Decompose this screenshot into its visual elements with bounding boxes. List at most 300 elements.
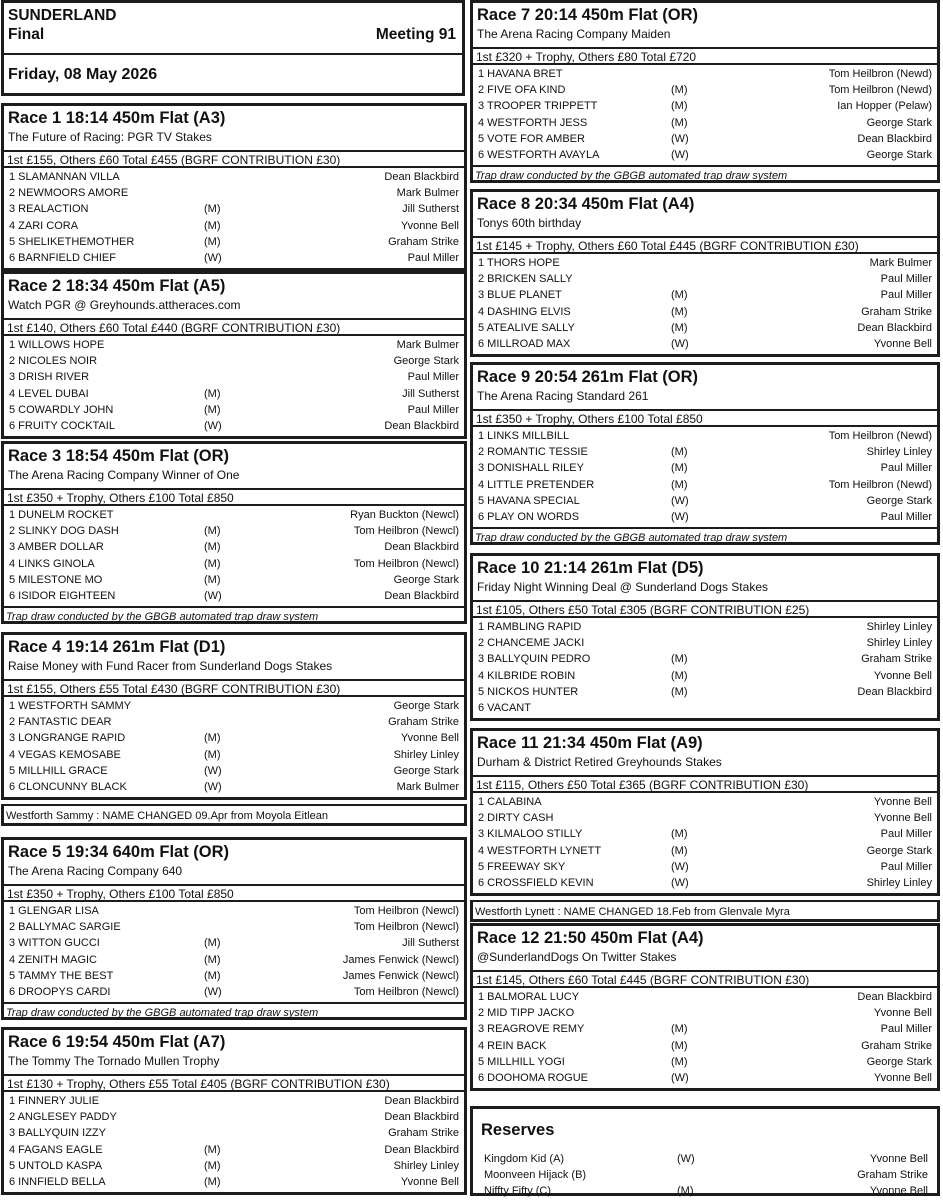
runner-name: 5 TAMMY THE BEST (9, 969, 114, 982)
race-prize: 1st £140, Others £60 Total £440 (BGRF CONTRIBUTION £30) (1, 318, 467, 336)
runner-trainer: Yvonne Bell (873, 337, 932, 350)
runner-row (4, 919, 464, 935)
runner-name: 6 CLONCUNNY BLACK (9, 780, 127, 793)
runner-sex: (M) (671, 1023, 688, 1036)
runner-trainer: Shirley Linley (393, 748, 459, 761)
runner-row (4, 952, 464, 968)
runners-list (1, 168, 467, 271)
runner-trainer: Paul Miller (407, 371, 459, 384)
runner-trainer: George Stark (393, 573, 459, 586)
runner-sex: (W) (671, 1071, 689, 1084)
runner-sex: (W) (671, 876, 689, 889)
runner-row (473, 794, 937, 810)
race-card (470, 923, 940, 1091)
runner-sex: (M) (671, 446, 688, 459)
runner-row (473, 131, 937, 147)
runner-trainer: Tom Heilbron (Newcl) (353, 921, 459, 934)
race-name: The Future of Racing: PGR TV Stakes (8, 130, 212, 144)
runner-trainer: Paul Miller (880, 462, 932, 475)
runner-name: 3 DONISHALL RILEY (478, 462, 584, 475)
runner-trainer: Dean Blackbird (384, 171, 459, 183)
runner-row (473, 82, 937, 98)
runners-list (470, 988, 940, 1091)
race-name: Friday Night Winning Deal @ Sunderland Dogs Stakes (477, 580, 768, 594)
runner-name: 2 FIVE OFA KIND (478, 84, 566, 97)
runner-sex: (W) (671, 860, 689, 873)
runner-name: 4 WESTFORTH JESS (478, 116, 588, 129)
runner-name: 6 PLAY ON WORDS (478, 510, 580, 523)
runner-trainer: Tom Heilbron (Newd) (828, 84, 932, 97)
runner-sex: (M) (671, 116, 688, 129)
runner-trainer: Ryan Buckton (Newcl) (350, 509, 459, 521)
runner-trainer: Mark Bulmer (396, 780, 459, 793)
race-title-box (470, 189, 940, 236)
race-title: Race 5 19:34 640m Flat (OR) (8, 843, 230, 861)
runner-trainer: Dean Blackbird (384, 541, 459, 554)
runner-row (473, 255, 937, 271)
race-name: Durham & District Retired Greyhounds Stakes (477, 755, 722, 769)
reserve-name: Niffty Fifty (C) (484, 1185, 552, 1198)
track-name: SUNDERLAND (8, 7, 117, 24)
runner-row (4, 556, 464, 572)
runner-trainer: Shirley Linley (393, 1159, 459, 1172)
runner-sex: (M) (204, 203, 221, 216)
runner-trainer: Tom Heilbron (Newd) (828, 430, 932, 442)
runner-row (473, 477, 937, 493)
runner-sex: (M) (671, 100, 688, 113)
reserve-sex: (W) (677, 1153, 695, 1165)
runner-row (4, 698, 464, 714)
runner-trainer: Shirley Linley (866, 446, 932, 459)
runner-row (473, 810, 937, 826)
runner-row (4, 250, 464, 266)
runner-name: 4 LINKS GINOLA (9, 557, 95, 570)
runner-row (4, 507, 464, 523)
runner-trainer: Yvonne Bell (400, 219, 459, 232)
runner-row (4, 369, 464, 385)
runner-row (473, 875, 937, 891)
runner-name: 3 DRISH RIVER (9, 371, 90, 384)
runners-list (1, 336, 467, 439)
reserve-sex: (M) (677, 1185, 694, 1198)
runner-trainer: Paul Miller (407, 403, 459, 416)
runner-trainer: Paul Miller (880, 510, 932, 523)
race-card (470, 728, 940, 922)
race-title: Race 10 21:14 261m Flat (D5) (477, 559, 704, 577)
runner-name: 2 SLINKY DOG DASH (9, 525, 119, 538)
runner-name: 1 LINKS MILLBILL (478, 430, 570, 442)
name-change-note: Westforth Sammy : NAME CHANGED 09.Apr from Moyola Eitlean (1, 804, 467, 826)
runner-row (473, 304, 937, 320)
runner-row (473, 1070, 937, 1086)
runner-name: 6 BARNFIELD CHIEF (9, 251, 116, 264)
race-name: @SunderlandDogs On Twitter Stakes (477, 950, 677, 964)
runner-trainer: Paul Miller (407, 251, 459, 264)
runner-trainer: James Fenwick (Newcl) (342, 953, 459, 966)
race-title: Race 8 20:34 450m Flat (A4) (477, 195, 695, 213)
runner-row (473, 509, 937, 525)
race-title: Race 2 18:34 450m Flat (A5) (8, 277, 226, 295)
runner-trainer: Tom Heilbron (Newcl) (353, 557, 459, 570)
race-title: Race 3 18:54 450m Flat (OR) (8, 447, 230, 465)
runner-row (473, 320, 937, 336)
runner-row (4, 402, 464, 418)
runner-row (4, 730, 464, 746)
runner-row (4, 1174, 464, 1190)
runner-row (4, 779, 464, 795)
race-name: The Tommy The Tornado Mullen Trophy (8, 1054, 220, 1068)
reserves-title: Reserves (481, 1121, 555, 1139)
runner-row (473, 700, 937, 716)
runner-sex: (M) (671, 1039, 688, 1052)
runner-row (4, 714, 464, 730)
runner-row (4, 903, 464, 919)
race-name: Watch PGR @ Greyhounds.attheraces.com (8, 298, 241, 312)
runner-sex: (M) (671, 478, 688, 491)
runner-name: 1 GLENGAR LISA (9, 905, 99, 917)
meeting-date: Friday, 08 May 2026 (8, 66, 158, 83)
runner-row (473, 493, 937, 509)
runner-row (473, 287, 937, 303)
runners-list (1, 902, 467, 1002)
reserve-row (479, 1151, 933, 1167)
runner-row (473, 1054, 937, 1070)
reserve-row (479, 1167, 933, 1183)
runner-row (473, 989, 937, 1005)
runner-name: 4 REIN BACK (478, 1039, 547, 1052)
runner-name: 3 BALLYQUIN IZZY (9, 1127, 106, 1140)
runner-name: 6 FRUITY COCKTAIL (9, 419, 115, 432)
runner-name: 5 HAVANA SPECIAL (478, 494, 580, 507)
runner-row (473, 336, 937, 352)
runner-trainer: Shirley Linley (866, 621, 932, 633)
reserve-name: Moonveen Hijack (B) (484, 1169, 587, 1182)
runner-sex: (M) (204, 937, 221, 950)
runner-row (4, 218, 464, 234)
runner-name: 6 INNFIELD BELLA (9, 1175, 106, 1188)
runner-sex: (M) (671, 84, 688, 97)
trap-draw-note: Trap draw conducted by the GBGB automated trap draw system (470, 165, 940, 183)
runner-row (473, 619, 937, 635)
runner-row (4, 234, 464, 250)
race-prize: 1st £320 + Trophy, Others £80 Total £720 (470, 47, 940, 65)
runner-name: 1 BALMORAL LUCY (478, 991, 580, 1003)
runner-name: 4 LEVEL DUBAI (9, 387, 89, 400)
runner-name: 2 NEWMOORS AMORE (9, 187, 129, 200)
runner-trainer: Shirley Linley (866, 876, 932, 889)
runner-sex: (W) (671, 148, 689, 161)
runner-name: 3 KILMALOO STILLY (478, 828, 583, 841)
runner-trainer: Yvonne Bell (873, 812, 932, 825)
runner-row (473, 684, 937, 700)
race-prize: 1st £350 + Trophy, Others £100 Total £850 (470, 409, 940, 427)
runner-sex: (M) (671, 462, 688, 475)
runner-name: 3 LONGRANGE RAPID (9, 732, 126, 745)
runner-sex: (M) (671, 669, 688, 682)
runner-row (473, 271, 937, 287)
runners-list (470, 254, 940, 357)
runner-trainer: Dean Blackbird (857, 321, 932, 334)
runner-row (473, 98, 937, 114)
reserves-list (479, 1151, 933, 1200)
runner-sex: (M) (204, 235, 221, 248)
runner-trainer: Paul Miller (880, 828, 932, 841)
runner-sex: (W) (671, 132, 689, 145)
race-prize: 1st £350 + Trophy, Others £100 Total £850 (1, 884, 467, 902)
runner-name: 4 KILBRIDE ROBIN (478, 669, 576, 682)
runner-name: 2 DIRTY CASH (478, 812, 554, 825)
runner-row (473, 635, 937, 651)
race-card (1, 837, 467, 1020)
runner-trainer: Yvonne Bell (873, 1071, 932, 1084)
runner-row (473, 859, 937, 875)
runner-sex: (M) (671, 653, 688, 666)
race-title: Race 11 21:34 450m Flat (A9) (477, 734, 703, 752)
runner-trainer: James Fenwick (Newcl) (342, 969, 459, 982)
runner-sex: (M) (671, 685, 688, 698)
runner-name: 1 DUNELM ROCKET (9, 509, 114, 521)
race-title-box (470, 362, 940, 409)
runner-name: 5 MILLHILL GRACE (9, 764, 108, 777)
runner-row (4, 1109, 464, 1125)
race-name: The Arena Racing Standard 261 (477, 389, 649, 403)
runner-trainer: Yvonne Bell (400, 1175, 459, 1188)
runner-sex: (W) (671, 337, 689, 350)
runner-trainer: Dean Blackbird (384, 419, 459, 432)
runner-sex: (M) (204, 953, 221, 966)
runner-row (473, 1038, 937, 1054)
runner-trainer: Paul Miller (880, 289, 932, 302)
race-title: Race 6 19:54 450m Flat (A7) (8, 1033, 226, 1051)
runner-trainer: Jill Sutherst (402, 937, 459, 950)
race-title: Race 9 20:54 261m Flat (OR) (477, 368, 699, 386)
runner-trainer: Paul Miller (880, 860, 932, 873)
runner-name: 3 REALACTION (9, 203, 89, 216)
race-prize: 1st £145, Others £60 Total £445 (BGRF CONTRIBUTION £30) (470, 970, 940, 988)
runners-list (1, 506, 467, 606)
runner-sex: (W) (671, 494, 689, 507)
runner-row (4, 523, 464, 539)
runner-trainer: Dean Blackbird (857, 685, 932, 698)
runner-name: 3 BALLYQUIN PEDRO (478, 653, 591, 666)
runner-trainer: George Stark (866, 116, 932, 129)
runner-trainer: Tom Heilbron (Newcl) (353, 985, 459, 998)
runner-name: 3 REAGROVE REMY (478, 1023, 585, 1036)
runner-row (4, 968, 464, 984)
runner-row (4, 185, 464, 201)
runner-sex: (W) (204, 780, 222, 793)
runner-trainer: Yvonne Bell (873, 796, 932, 808)
runner-name: 5 FREEWAY SKY (478, 860, 566, 873)
race-card (1, 1027, 467, 1195)
runner-trainer: Tom Heilbron (Newcl) (353, 525, 459, 538)
runner-trainer: Graham Strike (388, 716, 459, 729)
runner-row (4, 386, 464, 402)
race-title-box (1, 837, 467, 884)
runner-row (473, 428, 937, 444)
runner-trainer: Mark Bulmer (869, 257, 932, 269)
race-title-box (1, 103, 467, 150)
runner-name: 2 ANGLESEY PADDY (9, 1111, 117, 1124)
runner-name: 6 DOOHOMA ROGUE (478, 1071, 589, 1084)
race-card (1, 632, 467, 826)
runner-sex: (W) (204, 985, 222, 998)
race-title-box (470, 0, 940, 47)
runner-name: 6 MILLROAD MAX (478, 337, 571, 350)
runner-name: 2 ROMANTIC TESSIE (478, 446, 588, 459)
runner-sex: (M) (671, 289, 688, 302)
runner-trainer: Ian Hopper (Pelaw) (837, 100, 932, 113)
race-title: Race 4 19:14 261m Flat (D1) (8, 638, 226, 656)
runner-name: 3 AMBER DOLLAR (9, 541, 104, 554)
runner-name: 1 RAMBLING RAPID (478, 621, 582, 633)
runner-row (4, 588, 464, 604)
runner-row (473, 668, 937, 684)
runner-name: 6 ISIDOR EIGHTEEN (9, 589, 116, 602)
race-title-box (470, 728, 940, 775)
runner-name: 6 VACANT (478, 701, 531, 714)
runner-sex: (M) (204, 387, 221, 400)
meeting-header (1, 0, 465, 96)
runner-row (4, 984, 464, 1000)
runner-row (473, 460, 937, 476)
runner-trainer: George Stark (866, 148, 932, 161)
runner-name: 1 THORS HOPE (478, 257, 560, 269)
runner-name: 2 BALLYMAC SARGIE (9, 921, 121, 934)
runner-row (473, 115, 937, 131)
runner-trainer: Tom Heilbron (Newd) (828, 478, 932, 491)
runner-trainer: Graham Strike (861, 1039, 932, 1052)
runner-name: 1 CALABINA (478, 796, 542, 808)
runners-list (1, 1092, 467, 1195)
runner-trainer: Tom Heilbron (Newd) (828, 68, 932, 80)
runner-trainer: George Stark (866, 844, 932, 857)
runner-sex: (W) (204, 589, 222, 602)
runner-name: 2 BRICKEN SALLY (478, 273, 573, 286)
runner-name: 4 FAGANS EAGLE (9, 1143, 103, 1156)
runners-list (470, 793, 940, 896)
runner-sex: (M) (204, 1143, 221, 1156)
runner-trainer: Graham Strike (861, 653, 932, 666)
reserve-row (479, 1183, 933, 1199)
race-prize: 1st £155, Others £60 Total £455 (BGRF CONTRIBUTION £30) (1, 150, 467, 168)
race-title: Race 12 21:50 450m Flat (A4) (477, 929, 704, 947)
runner-name: 5 VOTE FOR AMBER (478, 132, 585, 145)
header-divider (4, 53, 462, 55)
runner-sex: (M) (204, 219, 221, 232)
runner-trainer: Jill Sutherst (402, 203, 459, 216)
race-card (470, 0, 940, 183)
runner-name: 1 WESTFORTH SAMMY (9, 700, 132, 712)
runner-row (4, 201, 464, 217)
runner-trainer: Paul Miller (880, 1023, 932, 1036)
race-card (1, 441, 467, 624)
runner-sex: (M) (204, 1159, 221, 1172)
runner-trainer: Yvonne Bell (400, 732, 459, 745)
runner-row (4, 1093, 464, 1109)
reserves-box (470, 1106, 940, 1196)
race-title-box (470, 553, 940, 600)
runner-row (4, 1158, 464, 1174)
runner-row (4, 763, 464, 779)
runner-sex: (M) (671, 1055, 688, 1068)
runner-trainer: Dean Blackbird (384, 1143, 459, 1156)
runner-trainer: Yvonne Bell (873, 1007, 932, 1020)
runner-row (4, 169, 464, 185)
runner-row (473, 651, 937, 667)
race-title-box (1, 271, 467, 318)
runner-row (4, 1142, 464, 1158)
runner-name: 6 WESTFORTH AVAYLA (478, 148, 600, 161)
runner-sex: (M) (204, 525, 221, 538)
runner-trainer: Jill Sutherst (402, 387, 459, 400)
race-prize: 1st £105, Others £50 Total £305 (BGRF CONTRIBUTION £25) (470, 600, 940, 618)
race-card (470, 362, 940, 545)
runner-trainer: George Stark (866, 1055, 932, 1068)
runner-row (4, 337, 464, 353)
runner-name: 1 HAVANA BRET (478, 68, 563, 80)
race-card (470, 189, 940, 357)
runner-sex: (M) (204, 732, 221, 745)
runner-sex: (M) (204, 1175, 221, 1188)
runner-trainer: Mark Bulmer (396, 187, 459, 200)
runners-list (470, 618, 940, 721)
runner-name: 4 LITTLE PRETENDER (478, 478, 595, 491)
runner-name: 4 ZENITH MAGIC (9, 953, 98, 966)
runners-list (1, 697, 467, 800)
race-title-box (1, 441, 467, 488)
race-title-box (1, 1027, 467, 1074)
runners-list (470, 65, 940, 165)
runner-name: 5 MILLHILL YOGI (478, 1055, 565, 1068)
runner-name: 5 COWARDLY JOHN (9, 403, 114, 416)
trap-draw-note: Trap draw conducted by the GBGB automated trap draw system (1, 1002, 467, 1020)
race-prize: 1st £155, Others £55 Total £430 (BGRF CONTRIBUTION £30) (1, 679, 467, 697)
race-title-box (1, 632, 467, 679)
runner-row (4, 747, 464, 763)
runner-sex: (M) (671, 321, 688, 334)
race-name: Raise Money with Fund Racer from Sunderland Dogs Stakes (8, 659, 333, 673)
runner-trainer: Graham Strike (861, 305, 932, 318)
runner-trainer: George Stark (866, 494, 932, 507)
runner-trainer: Tom Heilbron (Newcl) (353, 905, 459, 917)
runner-trainer: Dean Blackbird (384, 1111, 459, 1124)
runner-name: 1 FINNERY JULIE (9, 1095, 100, 1107)
runner-name: 5 SHELIKETHEMOTHER (9, 235, 135, 248)
race-title-box (470, 923, 940, 970)
runner-trainer: Yvonne Bell (873, 669, 932, 682)
runner-trainer: Mark Bulmer (396, 339, 459, 351)
runner-row (473, 444, 937, 460)
runner-name: 4 VEGAS KEMOSABE (9, 748, 121, 761)
runner-sex: (W) (204, 251, 222, 264)
race-name: Tonys 60th birthday (477, 216, 582, 230)
runner-sex: (M) (204, 969, 221, 982)
runner-trainer: Paul Miller (880, 273, 932, 286)
runner-name: 5 ATEALIVE SALLY (478, 321, 575, 334)
runner-sex: (M) (671, 305, 688, 318)
runner-trainer: Graham Strike (388, 235, 459, 248)
runner-trainer: Dean Blackbird (857, 991, 932, 1003)
runner-name: 5 UNTOLD KASPA (9, 1159, 103, 1172)
runner-name: 2 MID TIPP JACKO (478, 1007, 575, 1020)
runner-row (4, 353, 464, 369)
race-name: The Arena Racing Company Maiden (477, 27, 671, 41)
runner-name: 4 WESTFORTH LYNETT (478, 844, 602, 857)
race-prize: 1st £350 + Trophy, Others £100 Total £850 (1, 488, 467, 506)
race-title: Race 7 20:14 450m Flat (OR) (477, 6, 699, 24)
runner-sex: (M) (204, 573, 221, 586)
